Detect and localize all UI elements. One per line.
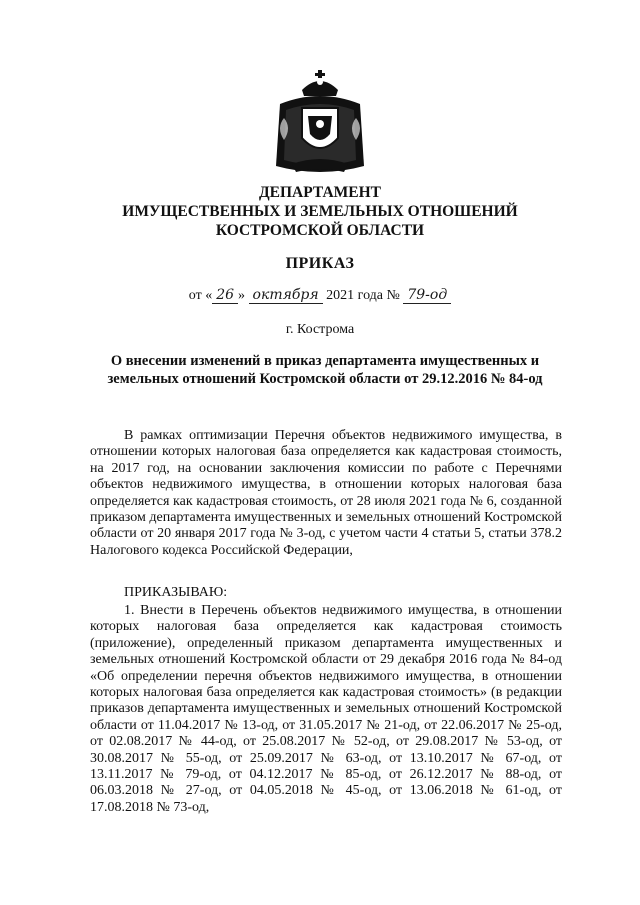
- preamble-paragraph: В рамках оптимизации Перечня объектов недвижимого имущества, в отношении которых налоговая база определяется как кадастровая стоимость, на 2017 год, на основании заключения комиссии по работе с Перечнями объектов недвижимого имущества, в отношении которых налоговая база определяется как кадастровая стоимость, от 28 июля 2021 года № 6, созданной приказом департамента имущественных и земельных отношений Костромской области от 20 января 2017 года № 3-од, с учетом части 4 статьи 5, статьи 378.2 Налогового кодекса Российской Федерации,: [90, 428, 562, 558]
- handwritten-month: октября: [249, 287, 323, 304]
- order-keyword: ПРИКАЗЫВАЮ:: [124, 585, 228, 600]
- order-dateline: [0, 287, 640, 304]
- department-line-2: ИМУЩЕСТВЕННЫХ И ЗЕМЕЛЬНЫХ ОТНОШЕНИЙ: [122, 203, 518, 220]
- order-subject: [90, 352, 560, 388]
- date-mid: »: [238, 288, 246, 303]
- clause-1-paragraph: 1. Внести в Перечень объектов недвижимого имущества, в отношении которых налоговая база определяется как кадастровая стоимость (приложение), определенный приказом департамента имущественных и земельных отношений Костромской области от 29 декабря 2016 года № 84-од «Об определении перечня объектов недвижимого имущества, в отношении которых налоговая база определяется как кадастровая стоимость» (в редакции приказов департамента имущественных и земельных отношений Костромской области от 11.04.2017 № 13-од, от 31.05.2017 № 21-од, от 22.06.2017 № 25-од, от 02.08.2017 № 44-од, от 25.08.2017 № 52-од, от 29.08.2017 № 53-од, от 30.08.2017 № 55-од, от 25.09.2017 № 63-од, от 13.10.2017 № 67-од, от 13.11.2017 № 79-од, от 04.12.2017 № 85-од, от 26.12.2017 № 88-од, от 06.03.2018 № 27-од, от 04.05.2018 № 45-од, от 13.06.2018 № 61-од, от 17.08.2018 № 73-од,: [90, 603, 562, 815]
- coat-of-arms-emblem: [272, 68, 368, 176]
- department-line-3: КОСТРОМСКОЙ ОБЛАСТИ: [215, 222, 425, 239]
- city-name: г. Кострома: [285, 322, 355, 337]
- order-title: ПРИКАЗ: [285, 255, 355, 272]
- subject-line-2: земельных отношений Костромской области от 29.12.2016 № 84-од: [107, 371, 543, 387]
- date-prefix: от «: [188, 288, 213, 303]
- handwritten-number: 79-од: [403, 287, 451, 304]
- department-name: [0, 183, 640, 240]
- department-line-1: ДЕПАРТАМЕНТ: [258, 184, 382, 201]
- handwritten-day: 26: [212, 287, 238, 304]
- date-year: 2021 года №: [326, 288, 400, 303]
- subject-line-1: О внесении изменений в приказ департамента имущественных и: [110, 353, 540, 369]
